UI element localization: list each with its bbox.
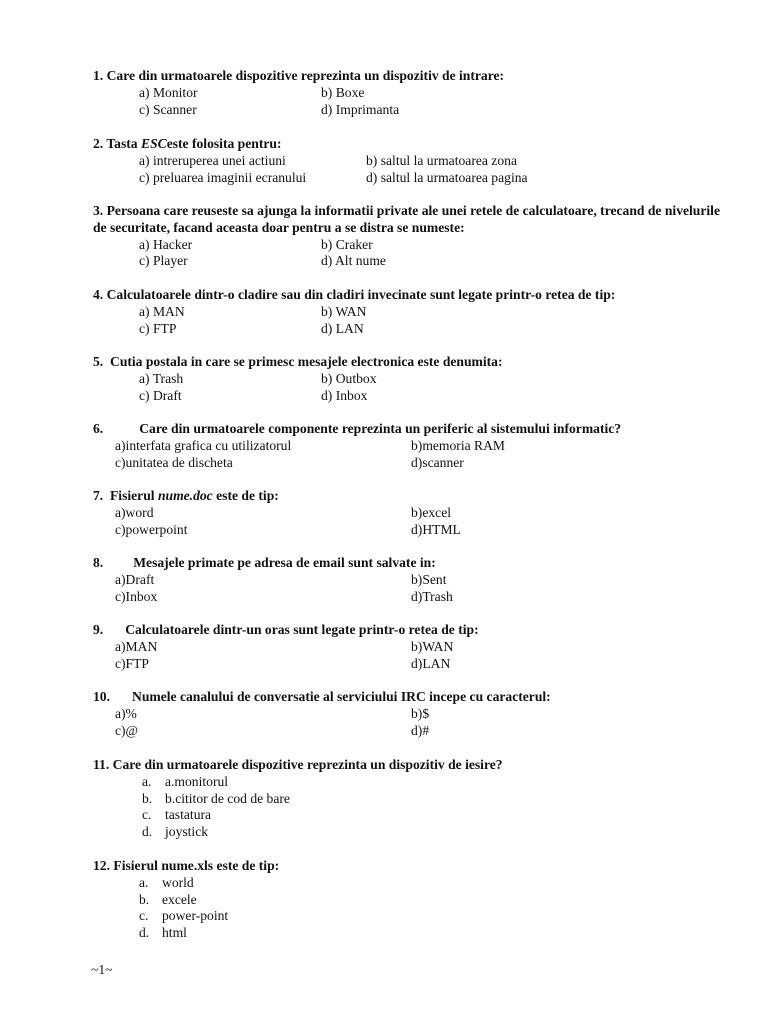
question-title: 11. Care din urmatoarele dispozitive reprezinta un dispozitiv de iesire? bbox=[93, 757, 503, 772]
option-d: d)# bbox=[411, 722, 430, 738]
question-12 bbox=[93, 858, 733, 942]
option-a: a) Monitor bbox=[139, 84, 198, 100]
option-d: d) LAN bbox=[321, 320, 364, 336]
list-item: c. tastatura bbox=[142, 807, 212, 823]
option-b: b)memoria RAM bbox=[411, 437, 506, 453]
question-title: 4. Calculatoarele dintr-o cladire sau din cladiri invecinate sunt legate printr-o retea de tip: bbox=[93, 287, 616, 302]
question-8 bbox=[93, 555, 733, 605]
list-item: a. a.monitorul bbox=[142, 773, 229, 789]
question-title: 6. Care din urmatoarele componente reprezinta un periferic al sistemului informatic? bbox=[93, 421, 622, 436]
option-b: b) Outbox bbox=[321, 370, 377, 386]
option-d: d) Alt nume bbox=[321, 253, 386, 269]
option-d: d)Trash bbox=[411, 588, 453, 604]
list-item: b. excele bbox=[139, 891, 197, 907]
question-5 bbox=[93, 354, 733, 404]
page-number: ~1~ bbox=[91, 962, 113, 977]
list-item: d. joystick bbox=[142, 824, 209, 840]
option-list bbox=[142, 774, 768, 841]
question-title: 7. Fisierul nume.doc este de tip: bbox=[93, 488, 279, 503]
option-a: a)% bbox=[115, 705, 137, 721]
option-d: d) Imprimanta bbox=[321, 101, 400, 117]
option-b: b)Sent bbox=[411, 571, 447, 587]
option-c: c) Player bbox=[139, 253, 188, 269]
question-title: 8. Mesajele primate pe adresa de email sunt salvate in: bbox=[93, 555, 436, 570]
option-b: b)excel bbox=[411, 504, 451, 520]
option-c: c)@ bbox=[115, 722, 139, 738]
option-d: d) saltul la urmatoarea pagina bbox=[366, 169, 528, 185]
question-title: 9. Calculatoarele dintr-un oras sunt legate printr-o retea de tip: bbox=[93, 622, 479, 637]
question-title: 2. Tasta ESCeste folosita pentru: bbox=[93, 136, 282, 151]
option-a: a)MAN bbox=[115, 638, 158, 654]
question-9 bbox=[93, 622, 733, 672]
list-item: d. html bbox=[139, 925, 187, 941]
option-c: c)powerpoint bbox=[115, 521, 188, 537]
option-c: c) Scanner bbox=[139, 101, 197, 117]
list-item: c. power-point bbox=[139, 908, 229, 924]
option-b: b) saltul la urmatoarea zona bbox=[366, 152, 517, 168]
option-d: d)HTML bbox=[411, 521, 461, 537]
option-a: a) Trash bbox=[139, 370, 184, 386]
question-4 bbox=[93, 287, 733, 337]
option-b: b) Craker bbox=[321, 236, 373, 252]
question-1 bbox=[93, 68, 733, 118]
question-10 bbox=[93, 689, 733, 739]
option-c: c)Inbox bbox=[115, 588, 158, 604]
option-c: c) FTP bbox=[139, 320, 177, 336]
list-item: b. b.cititor de cod de bare bbox=[142, 790, 290, 806]
question-6 bbox=[93, 421, 733, 471]
option-c: c) preluarea imaginii ecranului bbox=[139, 169, 307, 185]
question-3 bbox=[93, 203, 733, 270]
option-c: c)unitatea de discheta bbox=[115, 454, 233, 470]
option-b: b) WAN bbox=[321, 303, 367, 319]
option-c: c) Draft bbox=[139, 387, 182, 403]
option-a: a) intreruperea unei actiuni bbox=[139, 152, 286, 168]
question-11 bbox=[93, 757, 733, 841]
question-title: 5. Cutia postala in care se primesc mesajele electronica este denumita: bbox=[93, 354, 503, 369]
option-c: c)FTP bbox=[115, 655, 149, 671]
option-a: a)Draft bbox=[115, 571, 155, 587]
option-a: a) Hacker bbox=[139, 236, 193, 252]
question-title: 3. Persoana care reuseste sa ajunga la informatii private ale unei retele de calculatoare, trecand de nivelurile de securitate, facand aceasta doar pentru a se distra se numeste: bbox=[93, 203, 720, 235]
option-d: d)scanner bbox=[411, 454, 464, 470]
option-d: d) Inbox bbox=[321, 387, 368, 403]
option-b: b) Boxe bbox=[321, 84, 365, 100]
option-a: a) MAN bbox=[139, 303, 185, 319]
question-2 bbox=[93, 136, 733, 186]
option-a: a)interfata grafica cu utilizatorul bbox=[115, 437, 292, 453]
question-title: 1. Care din urmatoarele dispozitive reprezinta un dispozitiv de intrare: bbox=[93, 68, 505, 83]
option-b: b)$ bbox=[411, 705, 430, 721]
option-b: b)WAN bbox=[411, 638, 454, 654]
list-item: a. world bbox=[139, 874, 194, 890]
question-7 bbox=[93, 488, 733, 538]
option-d: d)LAN bbox=[411, 655, 451, 671]
question-title: 10. Numele canalului de conversatie al serviciului IRC incepe cu caracterul: bbox=[93, 689, 551, 704]
question-title: 12. Fisierul nume.xls este de tip: bbox=[93, 858, 280, 873]
option-a: a)word bbox=[115, 504, 154, 520]
option-list bbox=[139, 875, 768, 942]
